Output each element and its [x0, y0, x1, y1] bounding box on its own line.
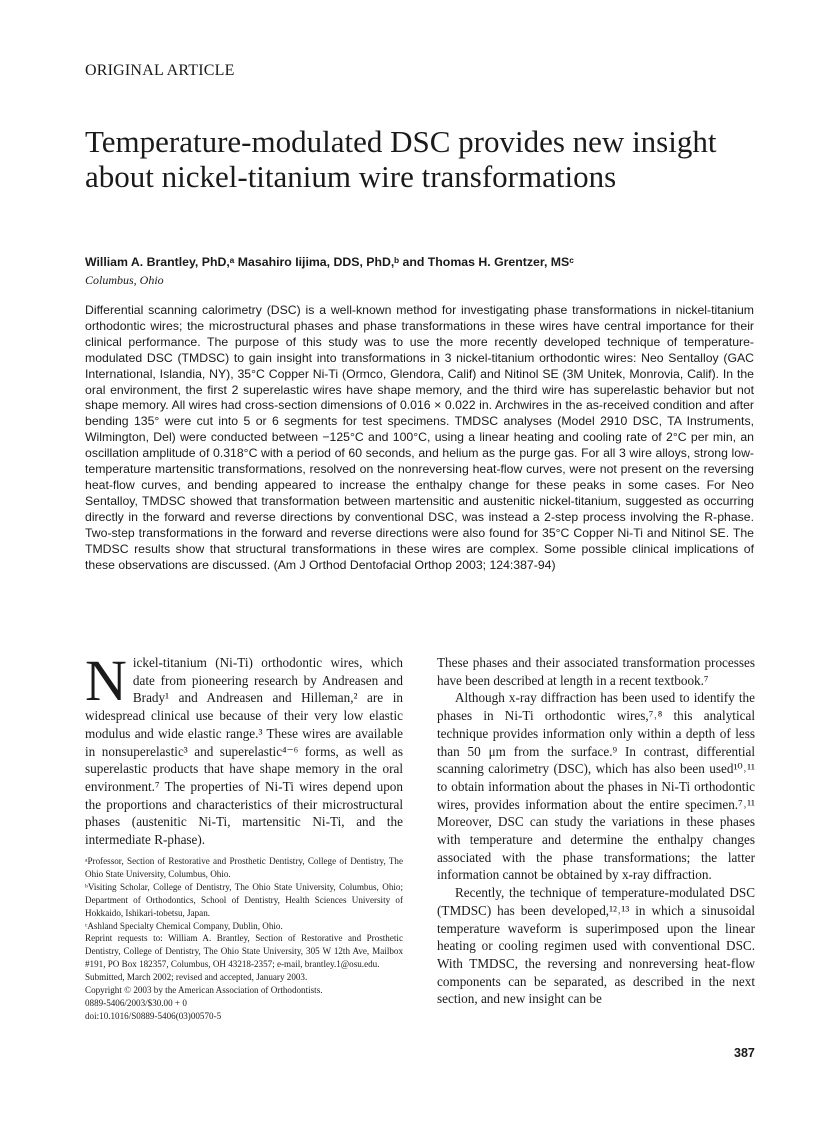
footnote-b: ᵇVisiting Scholar, College of Dentistry, The Ohio State University, Columbus, Ohio; Department of Orthodontics, School of Dentistry, Health Sciences University of Hokkaido, Ishikari-tobetsu, Japan.	[85, 881, 403, 918]
copyright: Copyright © 2003 by the American Association of Orthodontists.	[85, 985, 323, 996]
body-paragraph: ickel-titanium (Ni-Ti) orthodontic wires, which date from pioneering research by Andreasen and Brady¹ and Andreasen and Hilleman,² are in widespread clinical use because of their very low elastic modulus and wide elastic range.³ These wires are available in nonsuperelastic³ and superelastic⁴⁻⁶ forms, as well as superelastic products that have shape memory in the oral environment.⁷ The properties of Ni-Ti wires depend upon the proportions and characteristics of their microstructural phases (austenitic Ni-Ti, martensitic Ni-Ti, and the intermediate R-phase).	[85, 655, 403, 848]
author-list: William A. Brantley, PhD,ᵃ Masahiro Iijima, DDS, PhD,ᵇ and Thomas H. Grentzer, MSᶜ	[85, 255, 574, 269]
submission-dates: Submitted, March 2002; revised and accepted, January 2003.	[85, 972, 308, 983]
body-paragraph: Although x-ray diffraction has been used to identify the phases in Ni-Ti orthodontic wires,⁷˒⁸ this analytical technique provides information only within a depth of less than 50 μm from the surface.⁹ In contrast, differential scanning calorimetry (DSC), which has also been used¹⁰˒¹¹ to obtain information about the phases in Ni-Ti orthodontic wires, provides information about the entire specimen.⁷˒¹¹ Moreover, DSC can study the variations in these phases with temperature and determine the enthalpy changes associated with the phase transformations; the latter information cannot be obtained by x-ray diffraction.	[437, 690, 755, 883]
section-label: ORIGINAL ARTICLE	[85, 62, 235, 79]
body-column-left	[85, 648, 403, 849]
body-paragraph: Recently, the technique of temperature-modulated DSC (TMDSC) has been developed,¹²˒¹³ in which a sinusoidal temperature waveform is superimposed upon the linear heating or cooling regimen used with conventional DSC. With TMDSC, the reversing and nonreversing heat-flow components can be separated, as described in the next section, and new insight can be	[437, 885, 755, 1007]
page-number: 387	[734, 1046, 755, 1060]
footnote-c: ᶜAshland Specialty Chemical Company, Dublin, Ohio.	[85, 920, 283, 931]
body-column-right	[437, 654, 755, 1008]
drop-cap: N	[85, 648, 127, 713]
footnotes	[85, 855, 403, 1023]
abstract: Differential scanning calorimetry (DSC) is a well-known method for investigating phase transformations in nickel-titanium orthodontic wires; the microstructural phases and phase transformations in these wires have central importance for their clinical performance. The purpose of this study was to use the more recently developed technique of temperature-modulated DSC (TMDSC) to gain insight into transformations in 3 nickel-titanium orthodontic wires: Neo Sentalloy (GAC International, Islandia, NY), 35°C Copper Ni-Ti (Ormco, Glendora, Calif) and Nitinol SE (3M Unitek, Monrovia, Calif). In the oral environment, the first 2 superelastic wires have shape memory, and the third wire has superelastic behavior but not shape memory. All wires had cross-section dimensions of 0.016 × 0.022 in. Archwires in the as-received condition and after bending 135° were cut into 5 or 6 segments for test specimens. TMDSC analyses (Model 2910 DSC, TA Instruments, Wilmington, Del) were conducted between −125°C and 100°C, using a linear heating and cooling rate of 2°C per min, an oscillation amplitude of 0.318°C with a period of 60 seconds, and helium as the purge gas. For all 3 wire alloys, strong low-temperature martensitic transformations, resolved on the nonreversing heat-flow curves, were not present on the reversing heat-flow curves, and bending appeared to increase the enthalpy change for these peaks in some cases. For Neo Sentalloy, TMDSC showed that transformation between martensitic and austenitic nickel-titanium, suggested as occurring directly in the forward and reverse directions by conventional DSC, was instead a 2-step process involving the R-phase. Two-step transformations in the forward and reverse directions were also found for 35°C Copper Ni-Ti and Nitinol SE. The TMDSC results show that structural transformations in these wires are complex. Some possible clinical implications of these observations are discussed. (Am J Orthod Dentofacial Orthop 2003; 124:387-94)	[85, 303, 754, 572]
body-paragraph: These phases and their associated transformation processes have been described at length in a recent textbook.⁷	[437, 655, 755, 688]
reprint-requests: Reprint requests to: William A. Brantley, Section of Restorative and Prosthetic Dentistry, College of Dentistry, The Ohio State University, 305 W 12th Ave, Mailbox #191, PO Box 182357, Columbus, OH 43218-2357; e-mail, brantley.1@osu.edu.	[85, 933, 403, 970]
author-location: Columbus, Ohio	[85, 273, 164, 287]
doi: doi:10.1016/S0889-5406(03)00570-5	[85, 1010, 222, 1021]
article-title: Temperature-modulated DSC provides new insight about nickel-titanium wire transformations	[85, 124, 717, 194]
issn: 0889-5406/2003/$30.00 + 0	[85, 997, 187, 1008]
footnote-a: ᵃProfessor, Section of Restorative and Prosthetic Dentistry, College of Dentistry, The Ohio State University, Columbus, Ohio.	[85, 856, 403, 879]
